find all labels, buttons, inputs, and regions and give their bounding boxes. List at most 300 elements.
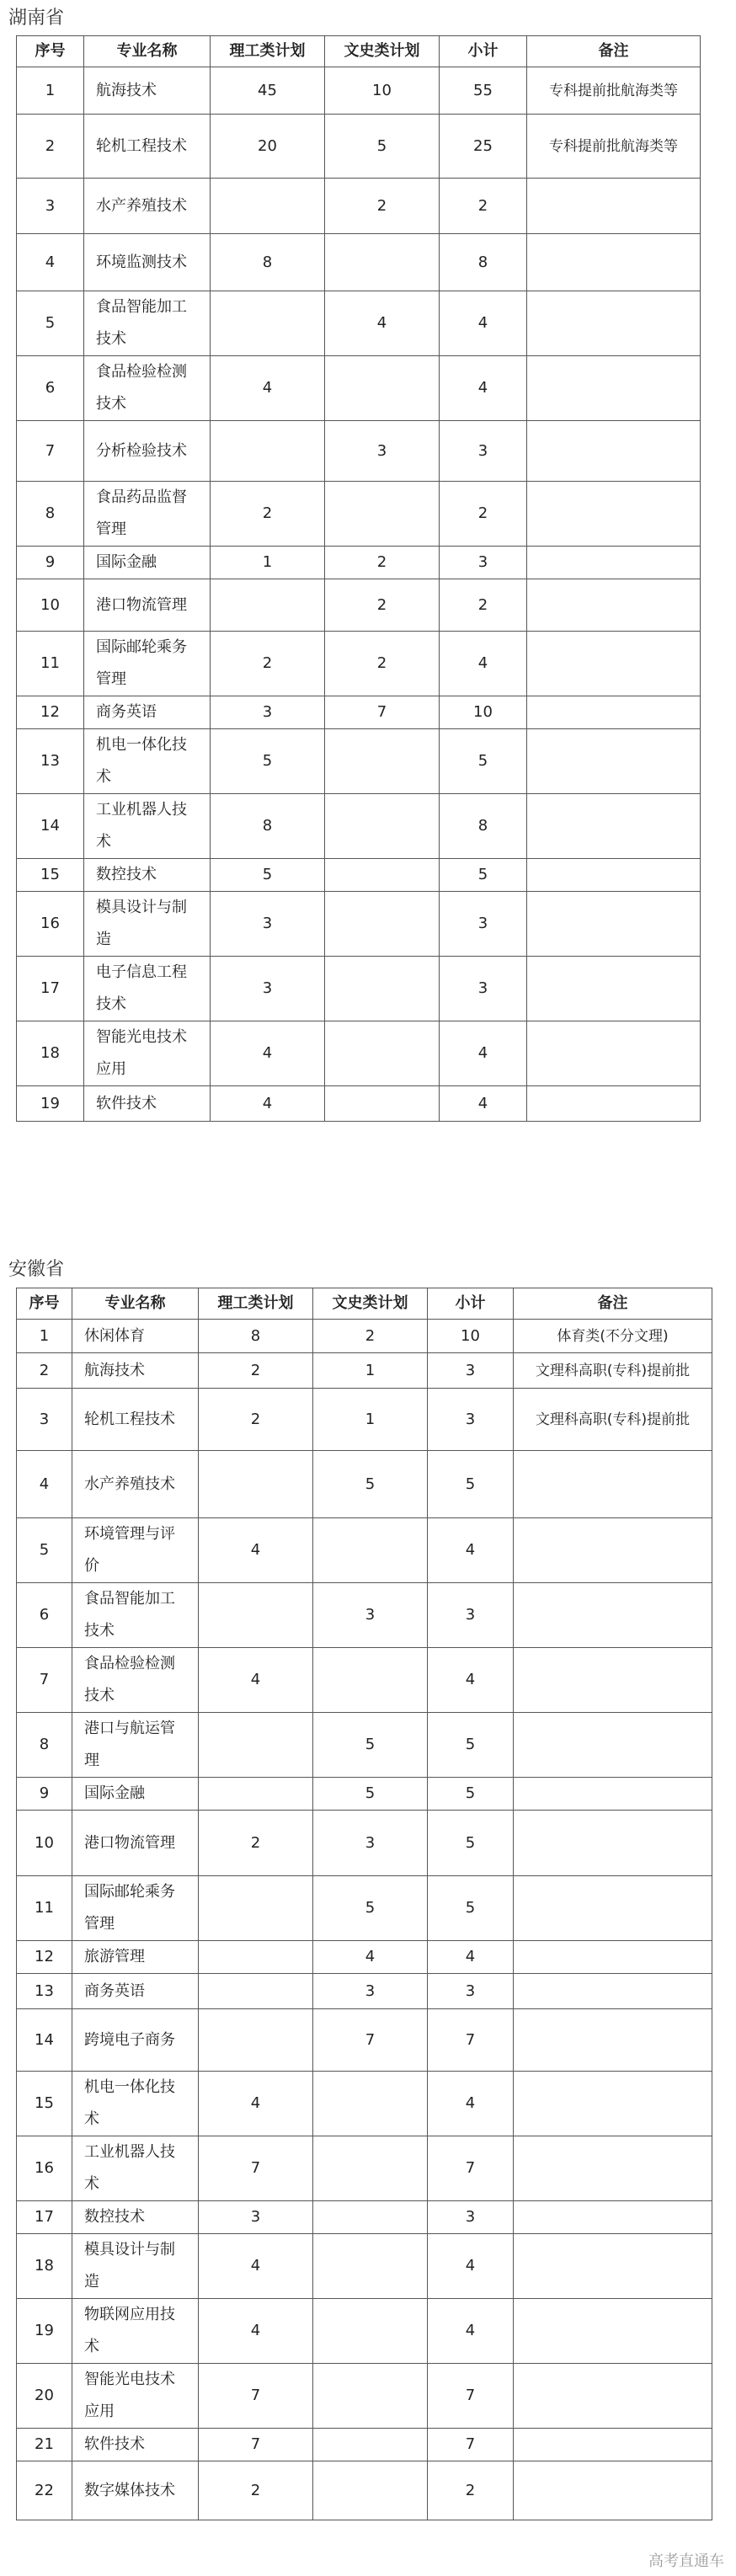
cell-index: 14 <box>17 2009 72 2072</box>
cell-remarks <box>514 1778 712 1811</box>
table-row <box>17 1353 712 1389</box>
cell-major-name: 港口物流管理 <box>72 1811 199 1876</box>
cell-arts-plan: 5 <box>313 1713 428 1778</box>
cell-arts-plan: 5 <box>313 1451 428 1518</box>
cell-remarks <box>514 1518 712 1583</box>
cell-subtotal: 3 <box>440 957 527 1021</box>
cell-index: 8 <box>17 482 84 547</box>
cell-index: 18 <box>17 1021 84 1086</box>
cell-subtotal: 10 <box>440 696 527 729</box>
cell-index: 13 <box>17 729 84 794</box>
table-row <box>17 1974 712 2009</box>
cell-science-plan <box>199 1974 313 2009</box>
cell-remarks <box>527 421 701 482</box>
cell-arts-plan <box>313 2072 428 2136</box>
cell-index: 12 <box>17 696 84 729</box>
cell-subtotal: 5 <box>440 859 527 892</box>
cell-subtotal: 4 <box>440 1086 527 1122</box>
table-row <box>17 234 701 291</box>
cell-arts-plan <box>325 957 440 1021</box>
cell-remarks: 文理科高职(专科)提前批 <box>514 1353 712 1389</box>
cell-remarks <box>527 1021 701 1086</box>
cell-index: 5 <box>17 1518 72 1583</box>
cell-science-plan <box>199 1583 313 1648</box>
table-row <box>17 1583 712 1648</box>
cell-science-plan <box>199 2009 313 2072</box>
table-row <box>17 482 701 547</box>
cell-major-name: 软件技术 <box>72 2429 199 2461</box>
cell-arts-plan <box>325 729 440 794</box>
cell-index: 3 <box>17 1389 72 1451</box>
cell-remarks: 专科提前批航海类等 <box>527 115 701 179</box>
cell-index: 1 <box>17 1320 72 1353</box>
cell-arts-plan: 3 <box>313 1811 428 1876</box>
cell-index: 15 <box>17 859 84 892</box>
cell-remarks <box>527 579 701 632</box>
table-row <box>17 1778 712 1811</box>
cell-subtotal: 3 <box>440 421 527 482</box>
cell-arts-plan <box>325 234 440 291</box>
cell-science-plan: 4 <box>211 1086 325 1122</box>
cell-index: 21 <box>17 2429 72 2461</box>
cell-arts-plan <box>313 1518 428 1583</box>
table-row <box>17 67 701 115</box>
cell-science-plan: 3 <box>199 2201 313 2234</box>
cell-science-plan: 4 <box>199 1518 313 1583</box>
cell-index: 7 <box>17 421 84 482</box>
cell-major-name: 食品智能加工技术 <box>72 1583 199 1648</box>
cell-index: 4 <box>17 234 84 291</box>
cell-arts-plan: 5 <box>325 115 440 179</box>
cell-major-name: 国际金融 <box>84 547 211 579</box>
cell-science-plan: 45 <box>211 67 325 115</box>
table-row <box>17 2136 712 2201</box>
cell-subtotal: 4 <box>428 1648 514 1713</box>
cell-subtotal: 3 <box>428 1353 514 1389</box>
cell-science-plan: 8 <box>211 234 325 291</box>
cell-science-plan: 2 <box>199 1353 313 1389</box>
cell-subtotal: 5 <box>428 1876 514 1941</box>
cell-major-name: 工业机器人技术 <box>84 794 211 859</box>
cell-arts-plan <box>325 1021 440 1086</box>
cell-major-name: 数控技术 <box>72 2201 199 2234</box>
cell-arts-plan: 3 <box>325 421 440 482</box>
cell-index: 3 <box>17 179 84 234</box>
cell-remarks <box>514 2234 712 2299</box>
watermark: 高考直通车 <box>648 2552 724 2570</box>
cell-index: 10 <box>17 579 84 632</box>
cell-arts-plan: 7 <box>313 2009 428 2072</box>
cell-remarks <box>527 234 701 291</box>
cell-science-plan: 2 <box>199 2461 313 2520</box>
cell-science-plan: 2 <box>211 482 325 547</box>
cell-major-name: 数字媒体技术 <box>72 2461 199 2520</box>
cell-remarks <box>514 2072 712 2136</box>
cell-major-name: 环境管理与评价 <box>72 1518 199 1583</box>
cell-remarks: 文理科高职(专科)提前批 <box>514 1389 712 1451</box>
cell-subtotal: 7 <box>428 2136 514 2201</box>
cell-index: 4 <box>17 1451 72 1518</box>
cell-subtotal: 3 <box>428 1583 514 1648</box>
table-row <box>17 421 701 482</box>
table-row <box>17 356 701 421</box>
cell-index: 22 <box>17 2461 72 2520</box>
cell-science-plan: 1 <box>211 547 325 579</box>
table-row <box>17 1648 712 1713</box>
column-header-arts-plan: 文史类计划 <box>313 1288 428 1320</box>
cell-subtotal: 4 <box>440 356 527 421</box>
cell-remarks <box>514 1451 712 1518</box>
cell-index: 8 <box>17 1713 72 1778</box>
cell-remarks <box>514 2461 712 2520</box>
table-row <box>17 291 701 356</box>
cell-major-name: 港口物流管理 <box>84 579 211 632</box>
cell-arts-plan <box>325 892 440 957</box>
cell-remarks <box>527 729 701 794</box>
cell-major-name: 商务英语 <box>84 696 211 729</box>
cell-major-name: 轮机工程技术 <box>84 115 211 179</box>
cell-arts-plan: 2 <box>325 579 440 632</box>
cell-subtotal: 8 <box>440 234 527 291</box>
table-row <box>17 632 701 696</box>
cell-science-plan: 2 <box>211 632 325 696</box>
cell-subtotal: 4 <box>428 2299 514 2364</box>
cell-subtotal: 4 <box>428 2072 514 2136</box>
cell-science-plan: 3 <box>211 957 325 1021</box>
cell-subtotal: 4 <box>440 632 527 696</box>
cell-science-plan <box>199 1778 313 1811</box>
cell-science-plan <box>199 1876 313 1941</box>
anhui-plan-table <box>16 1288 712 2520</box>
cell-science-plan <box>211 179 325 234</box>
cell-index: 18 <box>17 2234 72 2299</box>
cell-science-plan: 4 <box>199 2072 313 2136</box>
cell-subtotal: 3 <box>428 1389 514 1451</box>
cell-index: 9 <box>17 1778 72 1811</box>
cell-subtotal: 7 <box>428 2429 514 2461</box>
cell-major-name: 食品检验检测技术 <box>84 356 211 421</box>
table-header-row <box>17 1288 712 1320</box>
cell-science-plan: 7 <box>199 2364 313 2429</box>
cell-science-plan: 7 <box>199 2136 313 2201</box>
cell-subtotal: 5 <box>428 1713 514 1778</box>
cell-major-name: 电子信息工程技术 <box>84 957 211 1021</box>
table-row <box>17 547 701 579</box>
column-header-subtotal: 小计 <box>428 1288 514 1320</box>
table-row <box>17 1389 712 1451</box>
cell-index: 6 <box>17 356 84 421</box>
cell-major-name: 商务英语 <box>72 1974 199 2009</box>
cell-index: 12 <box>17 1941 72 1974</box>
cell-science-plan: 4 <box>211 1021 325 1086</box>
cell-arts-plan: 2 <box>325 179 440 234</box>
cell-remarks: 专科提前批航海类等 <box>527 67 701 115</box>
cell-index: 14 <box>17 794 84 859</box>
cell-major-name: 轮机工程技术 <box>72 1389 199 1451</box>
column-header-major: 专业名称 <box>84 36 211 67</box>
cell-subtotal: 3 <box>440 892 527 957</box>
cell-index: 9 <box>17 547 84 579</box>
cell-remarks <box>514 1941 712 1974</box>
cell-remarks <box>527 291 701 356</box>
cell-science-plan: 5 <box>211 729 325 794</box>
cell-arts-plan: 10 <box>325 67 440 115</box>
cell-science-plan: 4 <box>211 356 325 421</box>
cell-major-name: 旅游管理 <box>72 1941 199 1974</box>
cell-science-plan: 5 <box>211 859 325 892</box>
cell-index: 10 <box>17 1811 72 1876</box>
cell-remarks <box>527 892 701 957</box>
cell-arts-plan <box>325 859 440 892</box>
cell-remarks <box>514 2364 712 2429</box>
cell-remarks <box>527 482 701 547</box>
cell-subtotal: 5 <box>428 1778 514 1811</box>
table-row <box>17 1713 712 1778</box>
cell-subtotal: 4 <box>428 2234 514 2299</box>
cell-science-plan <box>199 1941 313 1974</box>
cell-index: 16 <box>17 892 84 957</box>
column-header-remarks: 备注 <box>527 36 701 67</box>
cell-remarks <box>514 1648 712 1713</box>
table-row <box>17 2072 712 2136</box>
anhui-section-title: 安徽省 <box>8 1259 65 1280</box>
cell-major-name: 模具设计与制造 <box>72 2234 199 2299</box>
table-row <box>17 179 701 234</box>
column-header-remarks: 备注 <box>514 1288 712 1320</box>
cell-arts-plan: 3 <box>313 1974 428 2009</box>
cell-arts-plan <box>313 2364 428 2429</box>
cell-arts-plan: 1 <box>313 1389 428 1451</box>
cell-arts-plan: 2 <box>313 1320 428 1353</box>
cell-remarks <box>527 794 701 859</box>
table-row <box>17 1086 701 1122</box>
cell-major-name: 水产养殖技术 <box>84 179 211 234</box>
cell-science-plan: 8 <box>211 794 325 859</box>
cell-remarks <box>514 1811 712 1876</box>
cell-arts-plan <box>313 2234 428 2299</box>
cell-index: 19 <box>17 1086 84 1122</box>
cell-remarks <box>527 179 701 234</box>
cell-subtotal: 5 <box>428 1451 514 1518</box>
cell-arts-plan <box>313 2461 428 2520</box>
column-header-major: 专业名称 <box>72 1288 199 1320</box>
cell-subtotal: 3 <box>428 2201 514 2234</box>
table-row <box>17 794 701 859</box>
cell-remarks: 体育类(不分文理) <box>514 1320 712 1353</box>
cell-major-name: 数控技术 <box>84 859 211 892</box>
cell-major-name: 国际邮轮乘务管理 <box>72 1876 199 1941</box>
cell-science-plan <box>211 421 325 482</box>
cell-arts-plan: 5 <box>313 1778 428 1811</box>
cell-major-name: 软件技术 <box>84 1086 211 1122</box>
cell-arts-plan: 4 <box>313 1941 428 1974</box>
cell-index: 2 <box>17 1353 72 1389</box>
cell-science-plan <box>199 1713 313 1778</box>
cell-subtotal: 2 <box>440 579 527 632</box>
cell-index: 16 <box>17 2136 72 2201</box>
cell-arts-plan <box>325 794 440 859</box>
cell-arts-plan <box>325 356 440 421</box>
cell-major-name: 环境监测技术 <box>84 234 211 291</box>
table-row <box>17 2009 712 2072</box>
cell-arts-plan <box>325 482 440 547</box>
cell-arts-plan: 1 <box>313 1353 428 1389</box>
cell-subtotal: 4 <box>428 1518 514 1583</box>
table-header-row <box>17 36 701 67</box>
cell-science-plan: 3 <box>211 892 325 957</box>
cell-subtotal: 5 <box>428 1811 514 1876</box>
cell-science-plan: 7 <box>199 2429 313 2461</box>
table-row <box>17 2461 712 2520</box>
cell-major-name: 航海技术 <box>84 67 211 115</box>
table-row <box>17 579 701 632</box>
table-row <box>17 1021 701 1086</box>
cell-arts-plan <box>325 1086 440 1122</box>
column-header-index: 序号 <box>17 36 84 67</box>
cell-subtotal: 5 <box>440 729 527 794</box>
cell-remarks <box>527 859 701 892</box>
cell-remarks <box>514 1974 712 2009</box>
cell-major-name: 物联网应用技术 <box>72 2299 199 2364</box>
cell-subtotal: 4 <box>428 1941 514 1974</box>
table-row <box>17 2201 712 2234</box>
cell-index: 17 <box>17 2201 72 2234</box>
cell-subtotal: 7 <box>428 2009 514 2072</box>
table-row <box>17 696 701 729</box>
cell-subtotal: 4 <box>440 1021 527 1086</box>
cell-subtotal: 2 <box>440 482 527 547</box>
cell-science-plan: 2 <box>199 1389 313 1451</box>
column-header-arts-plan: 文史类计划 <box>325 36 440 67</box>
cell-major-name: 工业机器人技术 <box>72 2136 199 2201</box>
cell-index: 11 <box>17 1876 72 1941</box>
cell-arts-plan <box>313 2299 428 2364</box>
cell-major-name: 智能光电技术应用 <box>72 2364 199 2429</box>
cell-major-name: 食品智能加工技术 <box>84 291 211 356</box>
hunan-plan-table <box>16 35 701 1122</box>
cell-arts-plan <box>313 2429 428 2461</box>
cell-remarks <box>514 1876 712 1941</box>
cell-science-plan: 3 <box>211 696 325 729</box>
column-header-index: 序号 <box>17 1288 72 1320</box>
cell-arts-plan <box>313 2201 428 2234</box>
cell-arts-plan: 3 <box>313 1583 428 1648</box>
cell-index: 17 <box>17 957 84 1021</box>
table-row <box>17 2364 712 2429</box>
cell-index: 20 <box>17 2364 72 2429</box>
cell-remarks <box>514 2009 712 2072</box>
table-row <box>17 1811 712 1876</box>
cell-subtotal: 10 <box>428 1320 514 1353</box>
table-row <box>17 2429 712 2461</box>
hunan-section-title: 湖南省 <box>8 8 65 29</box>
table-row <box>17 1451 712 1518</box>
cell-subtotal: 3 <box>428 1974 514 2009</box>
cell-remarks <box>527 696 701 729</box>
cell-major-name: 分析检验技术 <box>84 421 211 482</box>
table-row <box>17 1876 712 1941</box>
cell-major-name: 智能光电技术应用 <box>84 1021 211 1086</box>
cell-subtotal: 8 <box>440 794 527 859</box>
cell-subtotal: 2 <box>428 2461 514 2520</box>
cell-subtotal: 7 <box>428 2364 514 2429</box>
cell-science-plan: 4 <box>199 1648 313 1713</box>
cell-major-name: 食品检验检测技术 <box>72 1648 199 1713</box>
cell-arts-plan <box>313 1648 428 1713</box>
cell-arts-plan: 7 <box>325 696 440 729</box>
cell-subtotal: 3 <box>440 547 527 579</box>
cell-remarks <box>514 2299 712 2364</box>
cell-subtotal: 2 <box>440 179 527 234</box>
cell-arts-plan <box>313 2136 428 2201</box>
cell-remarks <box>514 1583 712 1648</box>
cell-major-name: 机电一体化技术 <box>84 729 211 794</box>
cell-remarks <box>514 2201 712 2234</box>
table-row <box>17 729 701 794</box>
table-row <box>17 115 701 179</box>
table-row <box>17 2299 712 2364</box>
cell-remarks <box>527 356 701 421</box>
cell-major-name: 港口与航运管理 <box>72 1713 199 1778</box>
cell-major-name: 跨境电子商务 <box>72 2009 199 2072</box>
cell-science-plan: 20 <box>211 115 325 179</box>
cell-remarks <box>527 632 701 696</box>
cell-subtotal: 25 <box>440 115 527 179</box>
cell-remarks <box>514 2136 712 2201</box>
cell-index: 15 <box>17 2072 72 2136</box>
cell-science-plan <box>211 579 325 632</box>
cell-major-name: 航海技术 <box>72 1353 199 1389</box>
cell-major-name: 食品药品监督管理 <box>84 482 211 547</box>
cell-index: 19 <box>17 2299 72 2364</box>
cell-science-plan: 4 <box>199 2299 313 2364</box>
cell-index: 13 <box>17 1974 72 2009</box>
cell-major-name: 机电一体化技术 <box>72 2072 199 2136</box>
cell-remarks <box>514 1713 712 1778</box>
cell-science-plan <box>211 291 325 356</box>
cell-index: 6 <box>17 1583 72 1648</box>
table-row <box>17 892 701 957</box>
table-row <box>17 1941 712 1974</box>
cell-remarks <box>527 957 701 1021</box>
cell-arts-plan: 2 <box>325 547 440 579</box>
cell-remarks <box>514 2429 712 2461</box>
cell-index: 5 <box>17 291 84 356</box>
cell-major-name: 国际金融 <box>72 1778 199 1811</box>
cell-science-plan: 2 <box>199 1811 313 1876</box>
cell-major-name: 水产养殖技术 <box>72 1451 199 1518</box>
cell-subtotal: 55 <box>440 67 527 115</box>
column-header-science-plan: 理工类计划 <box>211 36 325 67</box>
cell-index: 7 <box>17 1648 72 1713</box>
column-header-subtotal: 小计 <box>440 36 527 67</box>
cell-remarks <box>527 1086 701 1122</box>
cell-science-plan <box>199 1451 313 1518</box>
cell-index: 11 <box>17 632 84 696</box>
cell-remarks <box>527 547 701 579</box>
table-row <box>17 957 701 1021</box>
cell-science-plan: 4 <box>199 2234 313 2299</box>
table-row <box>17 2234 712 2299</box>
cell-major-name: 休闲体育 <box>72 1320 199 1353</box>
table-row <box>17 859 701 892</box>
cell-arts-plan: 5 <box>313 1876 428 1941</box>
cell-science-plan: 8 <box>199 1320 313 1353</box>
cell-major-name: 国际邮轮乘务管理 <box>84 632 211 696</box>
table-row <box>17 1518 712 1583</box>
cell-index: 2 <box>17 115 84 179</box>
cell-major-name: 模具设计与制造 <box>84 892 211 957</box>
